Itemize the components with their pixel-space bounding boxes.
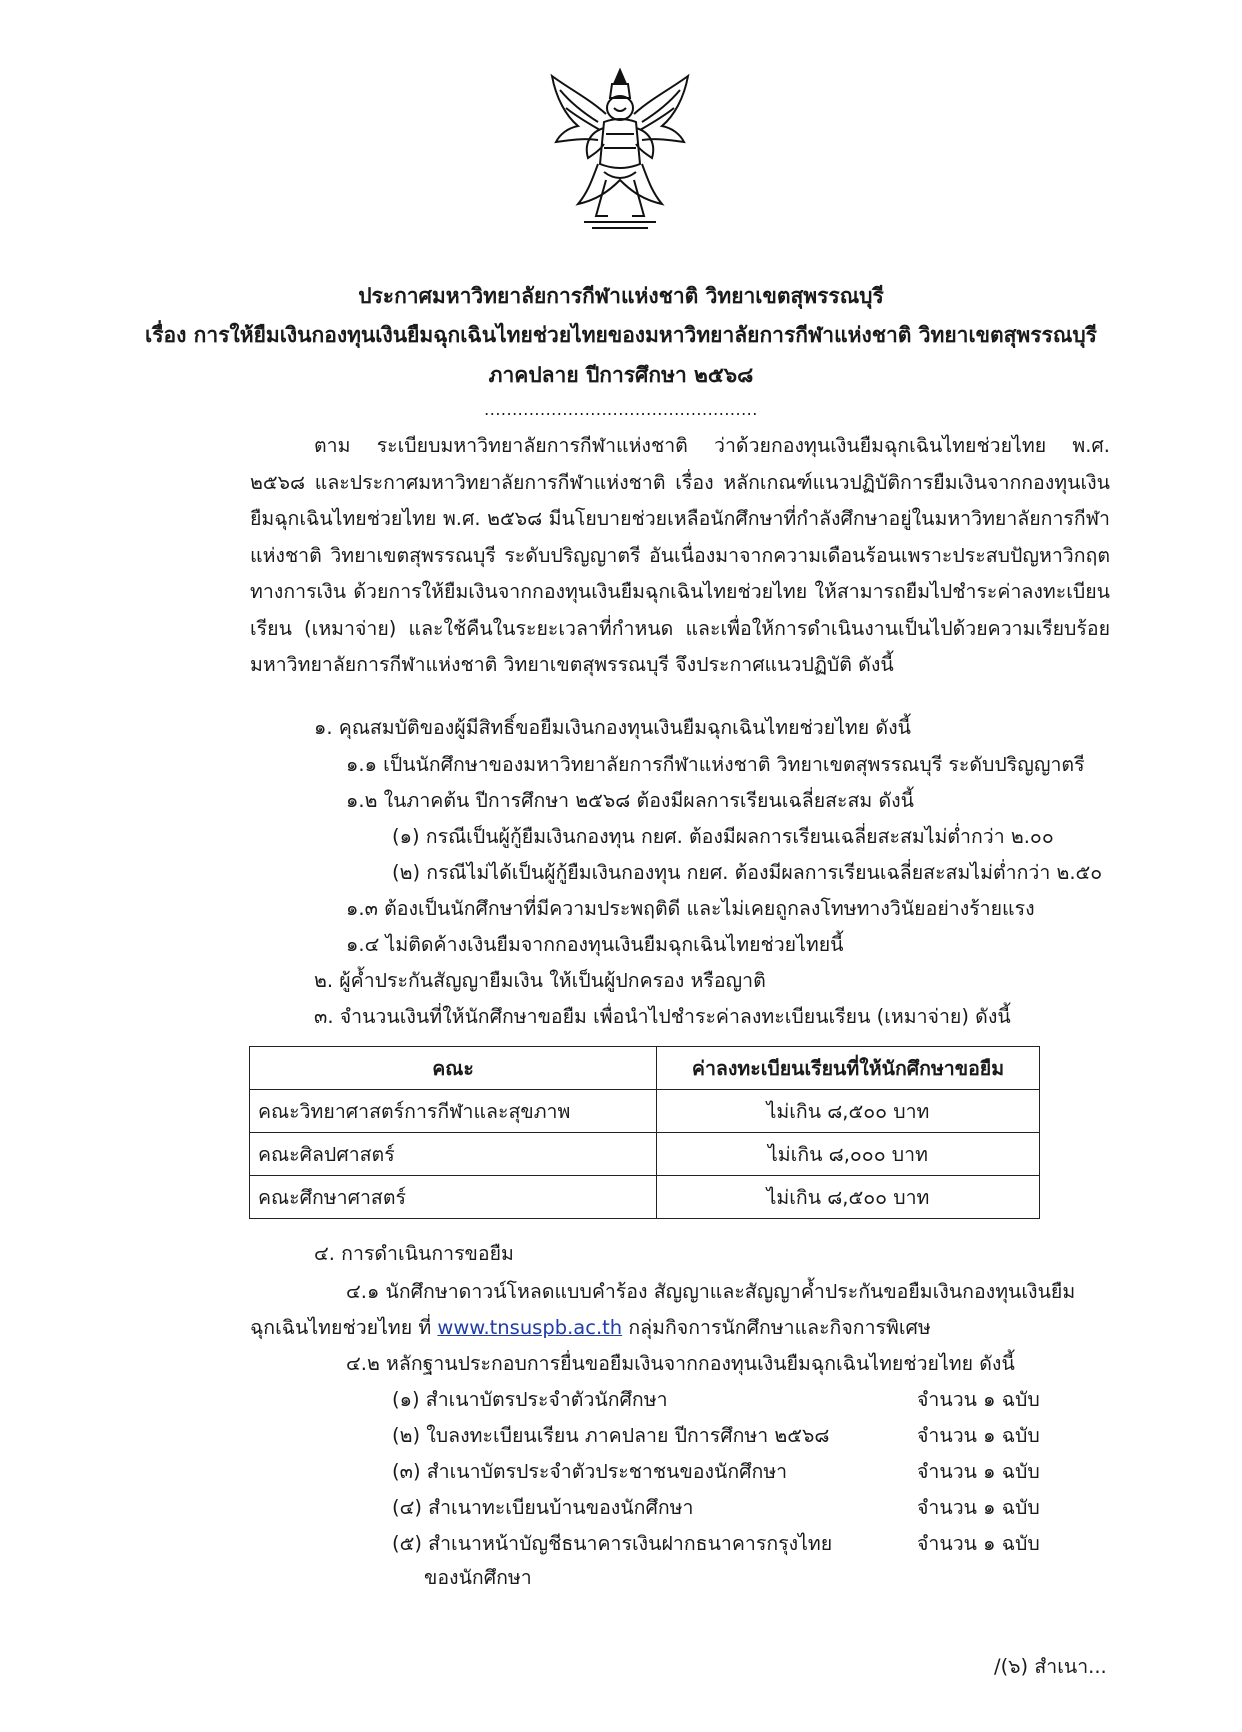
document-item: (๓) สำเนาบัตรประจำตัวประชาชนของนักศึกษา — [392, 1460, 788, 1483]
document-item: (๑) สำเนาบัตรประจำตัวนักศึกษา — [392, 1388, 668, 1411]
item-1-4: ๑.๔ ไม่ติดค้างเงินยืมจากกองทุนเงินยืมฉุกเฉินไทยช่วยไทยนี้ — [346, 933, 844, 956]
amount-cell: ไม่เกิน ๘,๕๐๐ บาท — [657, 1176, 1040, 1219]
item-4-1: ๔.๑ นักศึกษาดาวน์โหลดแบบคำร้อง สัญญาและสัญญาค้ำประกันขอยืมเงินกองทุนเงินยืม — [346, 1280, 1076, 1303]
document-quantity: จำนวน ๑ ฉบับ — [917, 1460, 1040, 1483]
section-1-heading: ๑. คุณสมบัติของผู้มีสิทธิ์ขอยืมเงินกองทุนเงินยืมฉุกเฉินไทยช่วยไทย ดังนี้ — [314, 716, 911, 739]
website-link[interactable]: www.tnsuspb.ac.th — [437, 1316, 623, 1339]
section-3: ๓. จำนวนเงินที่ให้นักศึกษาขอยืม เพื่อนำไปชำระค่าลงทะเบียนเรียน (เหมาจ่าย) ดังนี้ — [314, 1005, 1011, 1028]
item-4-1-text-post: กลุ่มกิจการนักศึกษาและกิจการพิเศษ — [622, 1316, 931, 1339]
item-1-2-b: (๒) กรณีไม่ได้เป็นผู้กู้ยืมเงินกองทุน กยศ. ต้องมีผลการเรียนเฉลี่ยสะสมไม่ต่ำกว่า ๒.๕๐ — [392, 861, 1103, 884]
section-4-heading: ๔. การดำเนินการขอยืม — [314, 1242, 514, 1265]
announcement-subject: เรื่อง การให้ยืมเงินกองทุนเงินยืมฉุกเฉินไทยช่วยไทยของมหาวิทยาลัยการกีฬาแห่งชาติ วิทยาเขตสุพรรณบุรี — [145, 323, 1097, 347]
item-1-2-a: (๑) กรณีเป็นผู้กู้ยืมเงินกองทุน กยศ. ต้องมีผลการเรียนเฉลี่ยสะสมไม่ต่ำกว่า ๒.๐๐ — [392, 825, 1054, 848]
faculty-cell: คณะศึกษาศาสตร์ — [250, 1176, 657, 1219]
table-row — [250, 1176, 1040, 1219]
document-quantity: จำนวน ๑ ฉบับ — [917, 1532, 1040, 1555]
announcement-term: ภาคปลาย ปีการศึกษา ๒๕๖๘ — [488, 363, 754, 387]
item-4-1-continuation — [250, 1313, 931, 1343]
fee-table — [249, 1046, 1040, 1219]
announcement-title: ประกาศมหาวิทยาลัยการกีฬาแห่งชาติ วิทยาเขตสุพรรณบุรี — [358, 284, 884, 308]
item-4-1-text-pre: ฉุกเฉินไทยช่วยไทย ที่ — [250, 1316, 438, 1339]
faculty-cell: คณะวิทยาศาสตร์การกีฬาและสุขภาพ — [250, 1090, 657, 1133]
document-item-continuation: ของนักศึกษา — [424, 1566, 532, 1589]
document-item: (๔) สำเนาทะเบียนบ้านของนักศึกษา — [392, 1496, 694, 1519]
title-separator: ................................................. — [484, 400, 758, 419]
faculty-cell: คณะศิลปศาสตร์ — [250, 1133, 657, 1176]
document-item: (๒) ใบลงทะเบียนเรียน ภาคปลาย ปีการศึกษา ๒๕๖๘ — [392, 1424, 830, 1447]
table-header-row — [250, 1047, 1040, 1090]
table-row — [250, 1090, 1040, 1133]
page-continuation: /(๖) สำเนา... — [994, 1655, 1107, 1678]
amount-cell: ไม่เกิน ๘,๕๐๐ บาท — [657, 1090, 1040, 1133]
document-quantity: จำนวน ๑ ฉบับ — [917, 1424, 1040, 1447]
document-quantity: จำนวน ๑ ฉบับ — [917, 1388, 1040, 1411]
document-item: (๕) สำเนาหน้าบัญชีธนาคารเงินฝากธนาคารกรุงไทย — [392, 1532, 833, 1555]
intro-text: ตาม ระเบียบมหาวิทยาลัยการกีฬาแห่งชาติ ว่าด้วยกองทุนเงินยืมฉุกเฉินไทยช่วยไทย พ.ศ. ๒๕๖๘ และประกาศมหาวิทยาลัยการกีฬาแห่งชาติ เรื่อง หลักเกณฑ์แนวปฏิบัติการยืมเงินจากกองทุนเงินยืมฉุกเฉินไทยช่วยไทย พ.ศ. ๒๕๖๘ มีนโยบายช่วยเหลือนักศึกษาที่กำลังศึกษาอยู่ในมหาวิทยาลัยการกีฬาแห่งชาติ วิทยาเขตสุพรรณบุรี ระดับปริญญาตรี อันเนื่องมาจากความเดือนร้อนเพราะประสบปัญหาวิกฤตทางการเงิน ด้วยการให้ยืมเงินจากกองทุนเงินยืมฉุกเฉินไทยช่วยไทย ให้สามารถยืมไปชำระค่าลงทะเบียนเรียน (เหมาจ่าย) และใช้คืนในระยะเวลาที่กำหนด และเพื่อให้การดำเนินงานเป็นไปด้วยความเรียบร้อย มหาวิทยาลัยการกีฬาแห่งชาติ วิทยาเขตสุพรรณบุรี จึงประกาศแนวปฏิบัติ ดังนี้ — [250, 434, 1110, 676]
item-1-3: ๑.๓ ต้องเป็นนักศึกษาที่มีความประพฤติดี และไม่เคยถูกลงโทษทางวินัยอย่างร้ายแรง — [346, 897, 1035, 920]
item-4-2: ๔.๒ หลักฐานประกอบการยื่นขอยืมเงินจากกองทุนเงินยืมฉุกเฉินไทยช่วยไทย ดังนี้ — [346, 1352, 1015, 1375]
column-header-faculty: คณะ — [250, 1047, 657, 1090]
document-quantity: จำนวน ๑ ฉบับ — [917, 1496, 1040, 1519]
table-row — [250, 1133, 1040, 1176]
column-header-amount: ค่าลงทะเบียนเรียนที่ให้นักศึกษาขอยืม — [657, 1047, 1040, 1090]
garuda-emblem-icon — [548, 68, 692, 232]
amount-cell: ไม่เกิน ๘,๐๐๐ บาท — [657, 1133, 1040, 1176]
intro-paragraph — [250, 428, 1110, 684]
item-1-2: ๑.๒ ในภาคต้น ปีการศึกษา ๒๕๖๘ ต้องมีผลการเรียนเฉลี่ยสะสม ดังนี้ — [346, 789, 914, 812]
section-2: ๒. ผู้ค้ำประกันสัญญายืมเงิน ให้เป็นผู้ปกครอง หรือญาติ — [314, 969, 766, 992]
item-1-1: ๑.๑ เป็นนักศึกษาของมหาวิทยาลัยการกีฬาแห่งชาติ วิทยาเขตสุพรรณบุรี ระดับปริญญาตรี — [346, 753, 1085, 776]
